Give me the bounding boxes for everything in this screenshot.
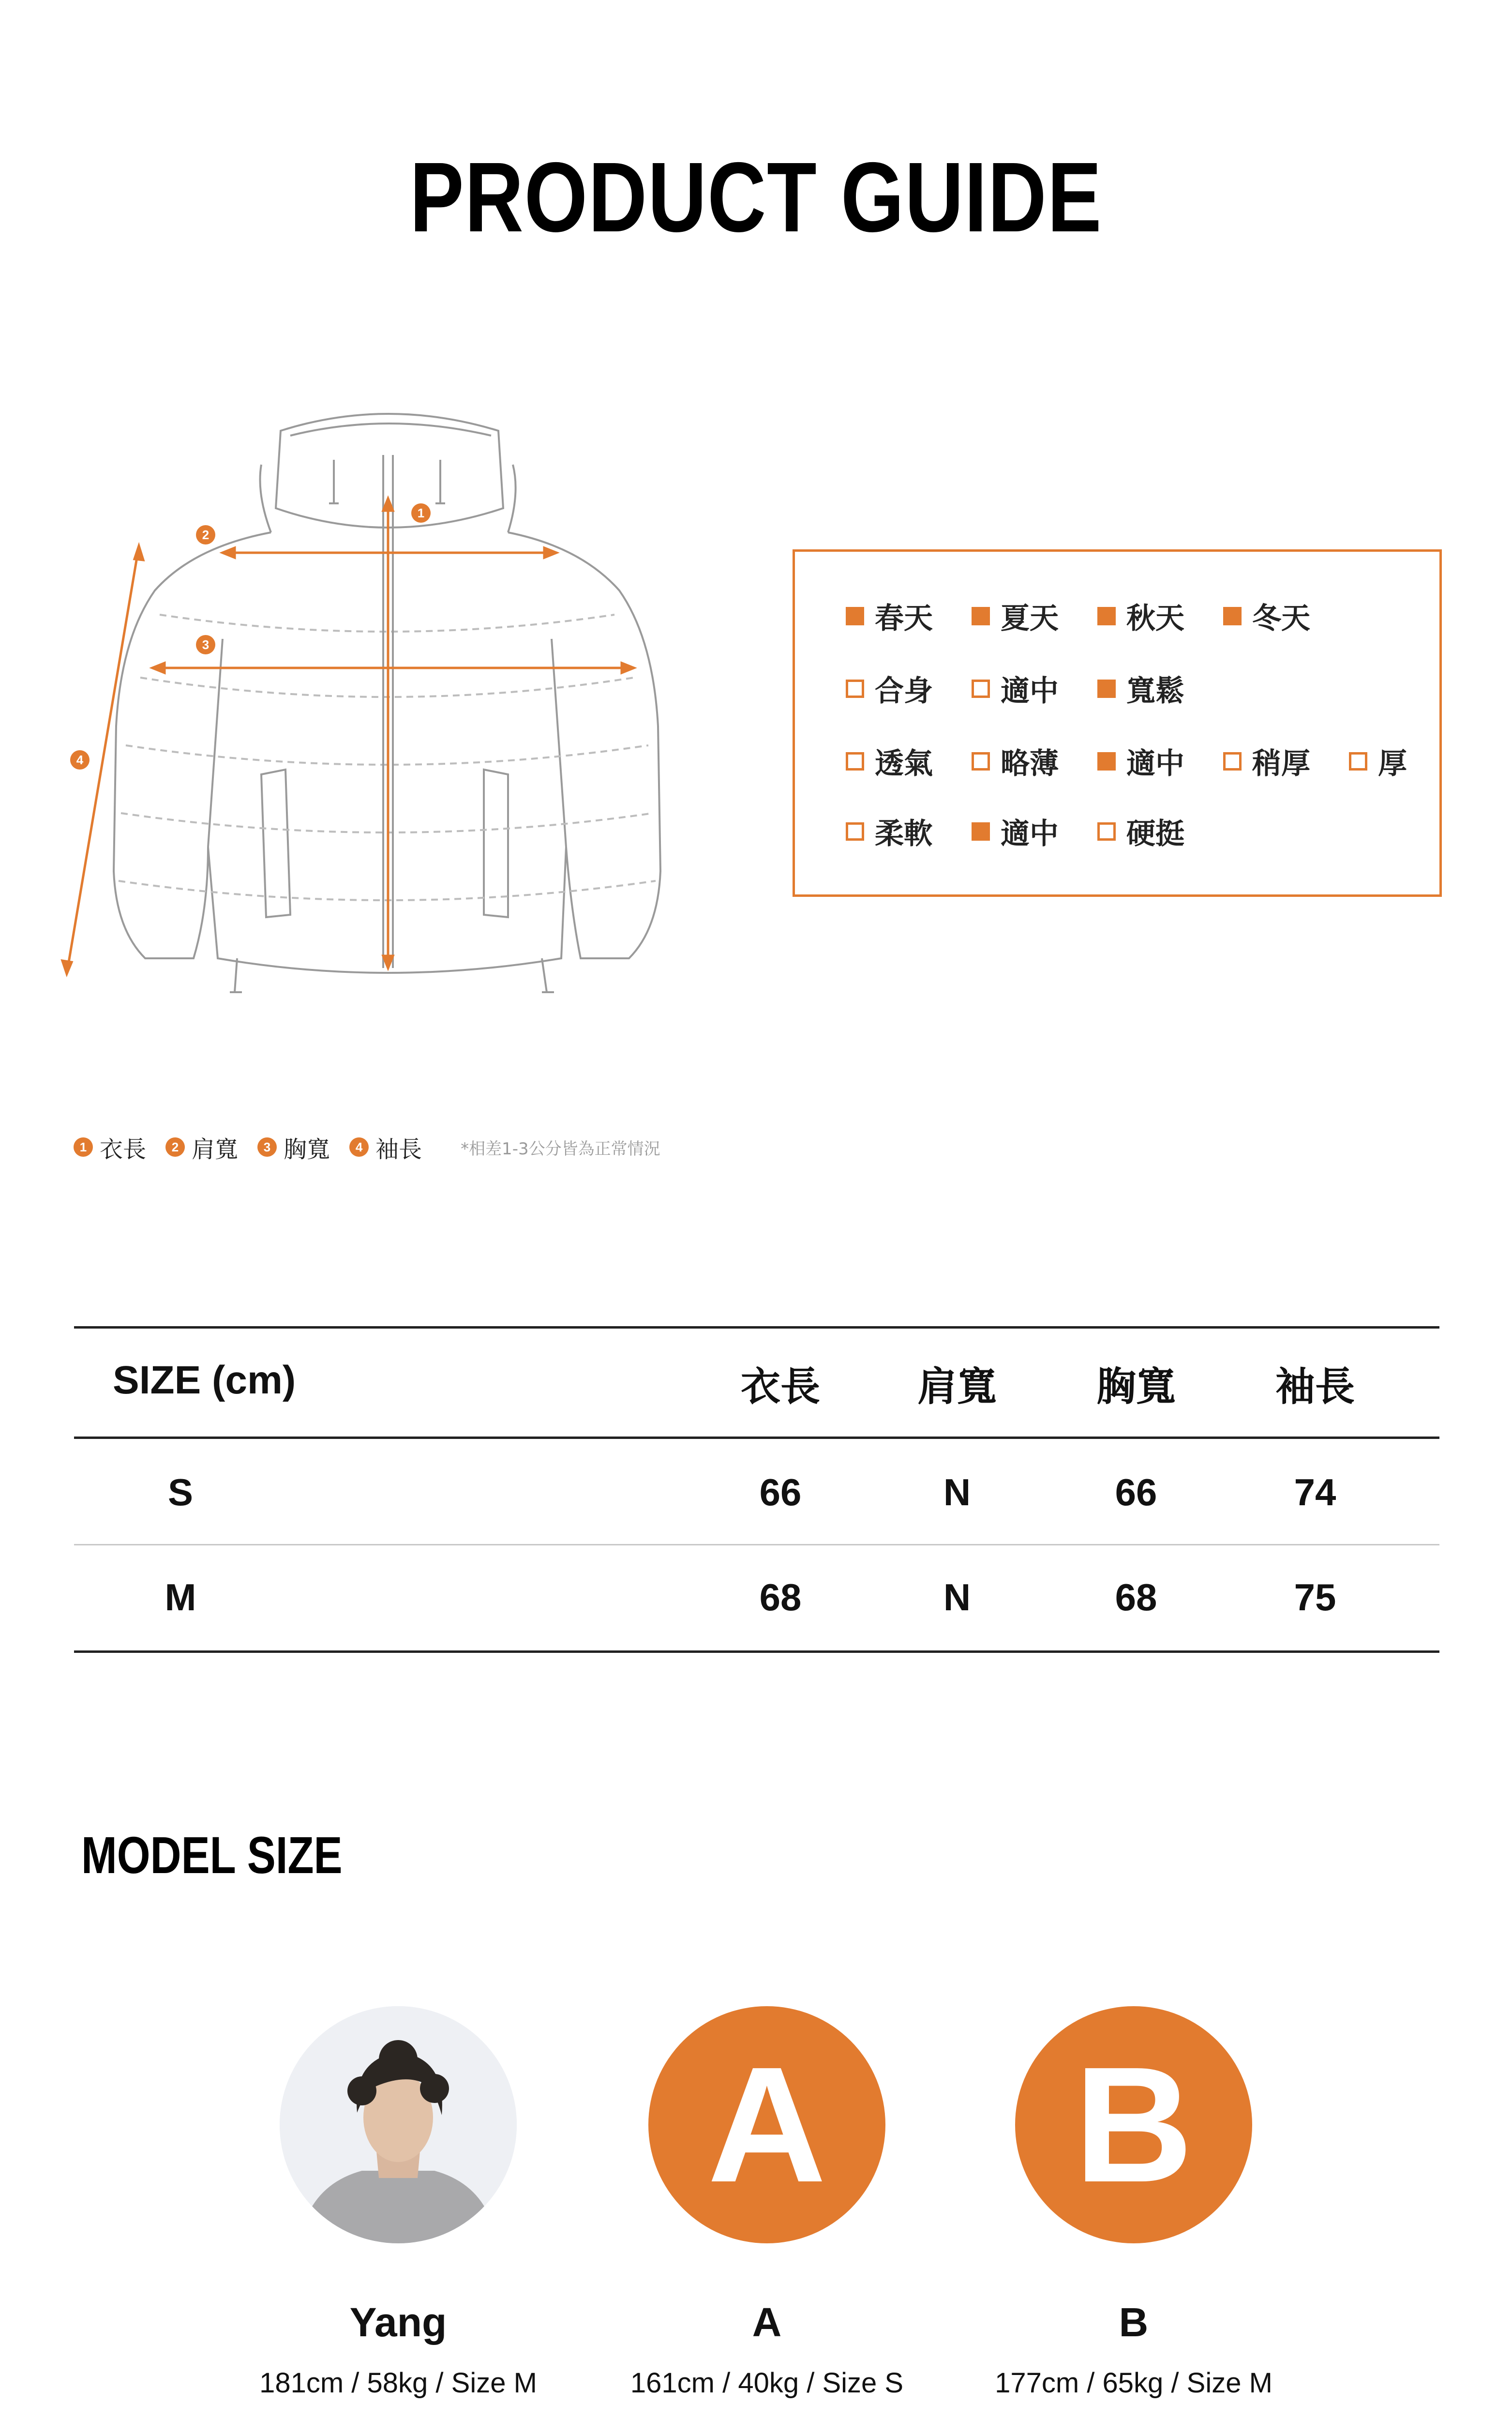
page-title: PRODUCT GUIDE <box>409 142 1103 253</box>
number-badge-icon: 3 <box>257 1137 277 1157</box>
model-size-title: MODEL SIZE <box>81 1826 343 1884</box>
checkbox-icon <box>846 607 864 625</box>
checkbox-icon <box>972 607 990 625</box>
marker-3-label: 3 <box>202 637 210 652</box>
feature-option: 合身 <box>846 668 933 710</box>
feature-option: 厚 <box>1349 741 1407 782</box>
tolerance-note: *相差1-3公分皆為正常情況 <box>461 1139 660 1159</box>
feature-option: 適中 <box>972 811 1059 852</box>
checkbox-icon <box>972 752 990 771</box>
feature-option: 春天 <box>846 595 933 637</box>
model-info: 177cm / 65kg / Size M <box>995 2367 1272 2399</box>
number-badge-icon: 4 <box>349 1137 369 1157</box>
checkbox-icon <box>1223 752 1242 771</box>
checkbox-icon <box>846 822 864 841</box>
feature-option: 硬挺 <box>1097 811 1184 852</box>
feature-option: 透氣 <box>846 741 933 782</box>
model-a-avatar: A <box>648 2006 885 2243</box>
legend-item <box>165 1131 238 1164</box>
feature-option: 略薄 <box>972 741 1059 782</box>
divider <box>74 1326 1439 1329</box>
marker-2-label: 2 <box>202 528 210 542</box>
legend-item <box>257 1131 330 1164</box>
feature-option: 冬天 <box>1223 595 1310 637</box>
feature-option: 夏天 <box>972 595 1059 637</box>
table-cell: N <box>943 1576 971 1618</box>
checkbox-icon <box>1349 752 1367 771</box>
legend-label: 袖長 <box>375 1135 422 1163</box>
table-cell: 66 <box>1115 1471 1157 1513</box>
model-name: Yang <box>349 2299 447 2345</box>
legend-label: 衣長 <box>100 1135 147 1163</box>
checkbox-icon <box>1097 822 1116 841</box>
table-cell: 66 <box>759 1471 802 1513</box>
checkbox-icon <box>1097 607 1116 625</box>
table-header-col: 袖長 <box>1275 1364 1355 1410</box>
model-info: 161cm / 40kg / Size S <box>630 2367 904 2399</box>
checkbox-icon <box>1223 607 1242 625</box>
feature-option: 適中 <box>1097 741 1184 782</box>
number-badge-icon: 2 <box>165 1137 185 1157</box>
table-header-col: 肩寬 <box>917 1364 997 1410</box>
divider <box>74 1437 1439 1439</box>
legend-label: 肩寬 <box>192 1135 239 1163</box>
feature-option: 適中 <box>972 668 1059 710</box>
legend-item <box>349 1131 422 1164</box>
table-cell: 75 <box>1294 1576 1336 1618</box>
marker-1-label: 1 <box>417 506 425 520</box>
model-b-avatar: B <box>1015 2006 1252 2243</box>
person-icon <box>280 2006 517 2243</box>
model-name: B <box>1119 2299 1149 2345</box>
table-header-col: 胸寬 <box>1096 1364 1176 1410</box>
table-row-size: S <box>167 1471 194 1513</box>
checkbox-icon <box>972 822 990 841</box>
model-name: A <box>752 2299 782 2345</box>
table-cell: 68 <box>759 1576 802 1618</box>
feature-box <box>793 549 1442 897</box>
legend-item <box>74 1131 146 1164</box>
table-header-col: 衣長 <box>740 1364 820 1410</box>
model-photo-avatar <box>280 2006 517 2243</box>
table-row-size: M <box>165 1576 196 1618</box>
checkbox-icon <box>846 680 864 698</box>
legend-label: 胸寬 <box>284 1135 330 1163</box>
checkbox-icon <box>846 752 864 771</box>
number-badge-icon: 1 <box>74 1137 93 1157</box>
feature-option: 寬鬆 <box>1097 668 1184 710</box>
jacket-illustration <box>48 387 706 1036</box>
table-header-size: SIZE (cm) <box>113 1358 296 1402</box>
table-cell: N <box>943 1471 971 1513</box>
checkbox-icon <box>1097 680 1116 698</box>
table-cell: 74 <box>1294 1471 1336 1513</box>
measurement-legend <box>74 1128 660 1166</box>
feature-option: 柔軟 <box>846 811 933 852</box>
divider <box>74 1544 1439 1545</box>
jacket-diagram <box>48 387 706 1036</box>
checkbox-icon <box>1097 752 1116 771</box>
feature-option: 秋天 <box>1097 595 1184 637</box>
marker-4-label: 4 <box>76 753 84 767</box>
table-cell: 68 <box>1115 1576 1157 1618</box>
divider <box>74 1650 1439 1653</box>
model-info: 181cm / 58kg / Size M <box>259 2367 537 2399</box>
checkbox-icon <box>972 680 990 698</box>
feature-option: 稍厚 <box>1223 741 1310 782</box>
